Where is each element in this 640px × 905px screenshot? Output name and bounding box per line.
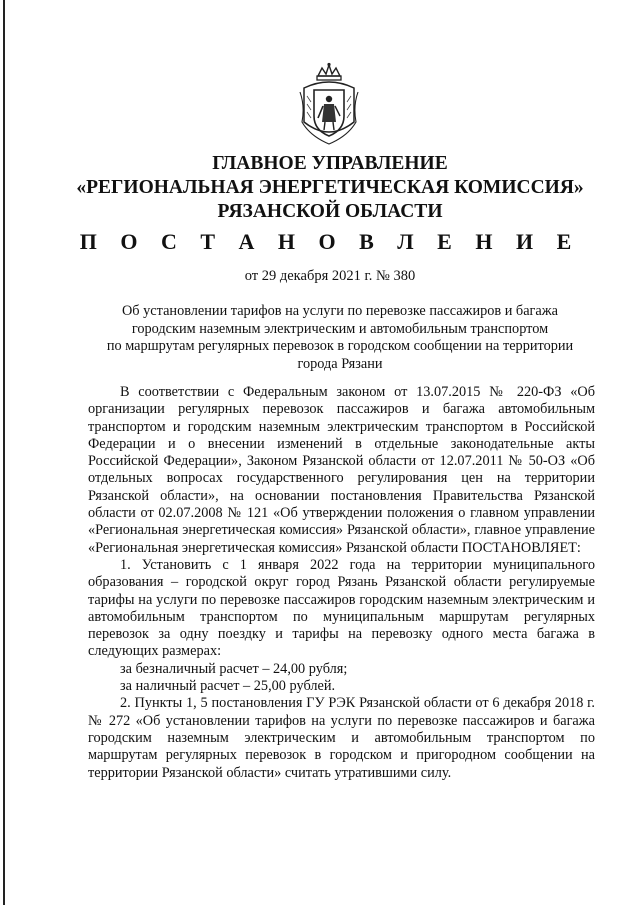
subject-line-1: Об установлении тарифов на услуги по перевозке пассажиров и багажа	[121, 303, 558, 319]
preamble-paragraph: В соответствии с Федеральным законом от 13.07.2015 № 220-ФЗ «Об организации регулярных перевозок пассажиров и багажа автомобильным транспортом и городским наземным электрическим транспортом в Российской Федерации и о внесении изменений в отдельные законодательные акты Российской Федерации», Законом Рязанской области от 12.07.2011 № 50-ОЗ «Об отдельных вопросах государственного регулирования цен на территории Рязанской области», на основании постановления Правительства Рязанской области от 02.07.2008 № 121 «Об утверждении положения о главном управлении «Региональная энергетическая комиссия» Рязанской области», главное управление «Региональная энергетическая комиссия» Рязанской области ПОСТАНОВЛЯЕТ:	[88, 384, 595, 556]
document-body	[88, 384, 595, 782]
subject-line-2: городским наземным электрическим и автомобильным транспортом	[131, 320, 549, 337]
document-date-number: от 29 декабря 2021 г. № 380	[244, 268, 416, 284]
item-2-paragraph: 2. Пункты 1, 5 постановления ГУ РЭК Рязанской области от 6 декабря 2018 г. № 272 «Об установлении тарифов на услуги по перевозке пассажиров и багажа городским наземным электрическим и автомобильным транспортом по маршрутам регулярных перевозок в городском и пригородном сообщении на территории Рязанской области» считать утратившими силу.	[88, 695, 595, 781]
subject-line-3: по маршрутам регулярных перевозок в городском сообщении на территории	[106, 338, 574, 354]
authority-line-3: РЯЗАНСКОЙ ОБЛАСТИ	[217, 201, 443, 222]
scan-edge-line	[3, 0, 5, 905]
ryazan-coat-of-arms-icon	[296, 62, 362, 146]
tariff-cashless: за безналичный расчет – 24,00 рубля;	[120, 660, 348, 677]
authority-line-1: ГЛАВНОЕ УПРАВЛЕНИЕ	[212, 153, 448, 174]
document-type-heading: П О С Т А Н О В Л Е Н И Е	[79, 229, 581, 254]
item-1-paragraph: 1. Установить с 1 января 2022 года на территории муниципального образования – городской округ город Рязань Рязанской области регулируемые тарифы на услуги по перевозке пассажиров городским наземным электрическим и автомобильным транспортом по муниципальным маршрутам регулярных перевозок за одну поездку и тарифы на перевозку одного места багажа в следующих размерах:	[88, 556, 595, 660]
issuing-authority	[60, 152, 600, 224]
subject-line-4: города Рязани	[297, 355, 383, 372]
tariff-cash: за наличный расчет – 25,00 рублей.	[120, 678, 336, 695]
document-subject	[80, 303, 600, 373]
authority-line-2: «РЕГИОНАЛЬНАЯ ЭНЕРГЕТИЧЕСКАЯ КОМИССИЯ»	[76, 177, 584, 198]
